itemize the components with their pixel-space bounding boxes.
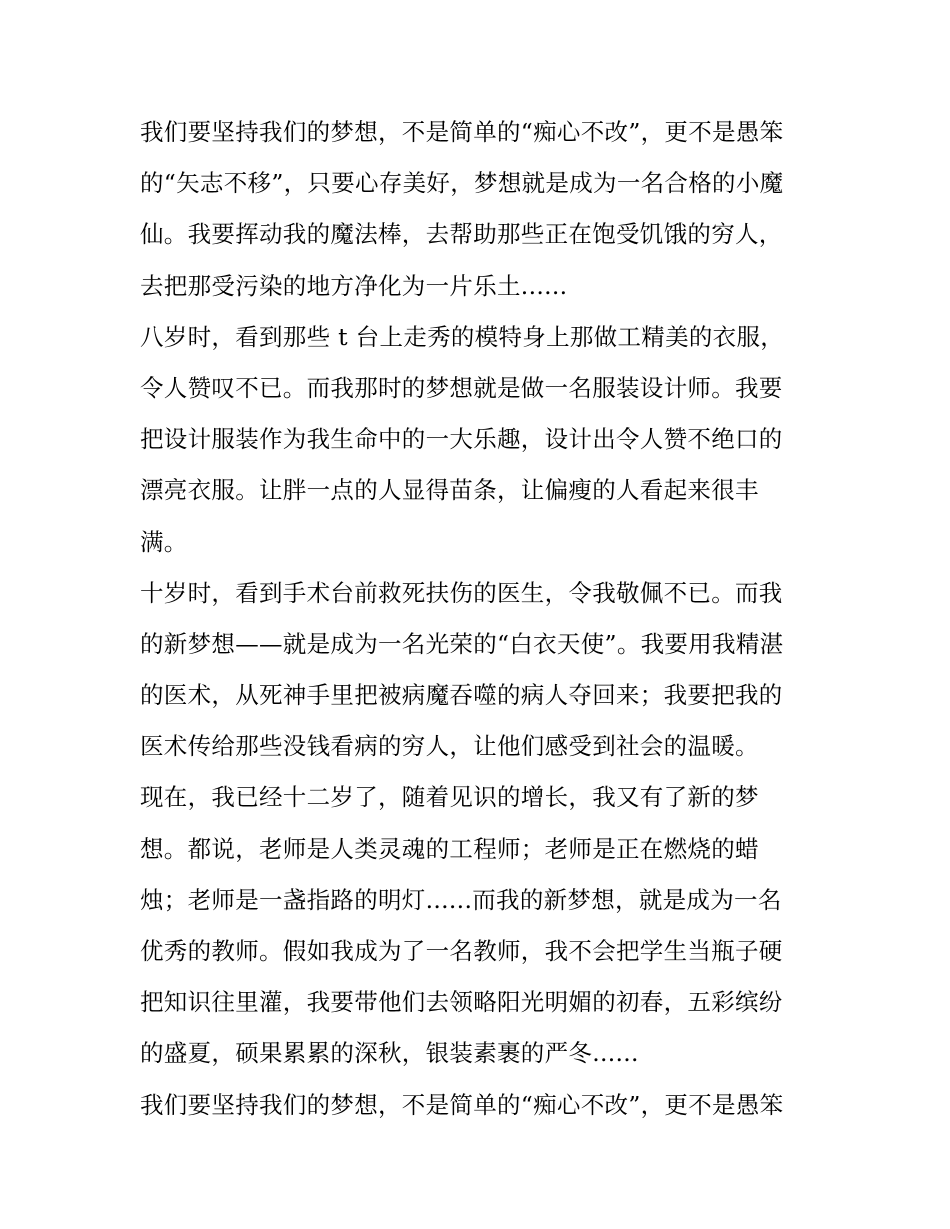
text-line: 的盛夏，硕果累累的深秋，银装素裹的严冬...... [140, 1039, 639, 1068]
text-line: 的医术，从死神手里把被病魔吞噬的病人夺回来；我要把我的 [140, 681, 783, 710]
text-line: 十岁时，看到手术台前救死扶伤的医生，令我敬佩不已。而我 [140, 578, 783, 607]
text-line: 漂亮衣服。让胖一点的人显得苗条，让偏瘦的人看起来很丰 [140, 476, 759, 505]
text-line: 烛；老师是一盏指路的明灯......而我的新梦想，就是成为一名 [140, 885, 782, 914]
text-line: 把知识往里灌，我要带他们去领略阳光明媚的初春，五彩缤纷 [140, 988, 783, 1017]
text-line: 仙。我要挥动我的魔法棒，去帮助那些正在饱受饥饿的穷人， [140, 220, 783, 249]
text-line: 满。 [140, 527, 188, 556]
text-line: 令人赞叹不已。而我那时的梦想就是做一名服装设计师。我要 [140, 373, 783, 402]
text-line: 八岁时，看到那些 t 台上走秀的模特身上那做工精美的衣服， [140, 322, 785, 351]
body-text [140, 107, 830, 1131]
text-line: 去把那受污染的地方净化为一片乐土...... [140, 271, 568, 300]
text-line: 的新梦想——就是成为一名光荣的“白衣天使”。我要用我精湛 [140, 629, 784, 658]
text-line: 现在，我已经十二岁了，随着见识的增长，我又有了新的梦 [140, 783, 759, 812]
text-line: 医术传给那些没钱看病的穷人，让他们感受到社会的温暖。 [140, 732, 759, 761]
text-line: 优秀的教师。假如我成为了一名教师，我不会把学生当瓶子硬 [140, 937, 783, 965]
text-line: 的“矢志不移”，只要心存美好，梦想就是成为一名合格的小魔 [140, 169, 784, 198]
text-line: 想。都说，老师是人类灵魂的工程师；老师是正在燃烧的蜡 [140, 834, 759, 863]
text-line: 把设计服装作为我生命中的一大乐趣，设计出令人赞不绝口的 [140, 425, 783, 454]
text-line: 我们要坚持我们的梦想，不是简单的“痴心不改”，更不是愚笨 [140, 1090, 784, 1119]
text-line: 我们要坚持我们的梦想，不是简单的“痴心不改”，更不是愚笨 [140, 118, 784, 146]
